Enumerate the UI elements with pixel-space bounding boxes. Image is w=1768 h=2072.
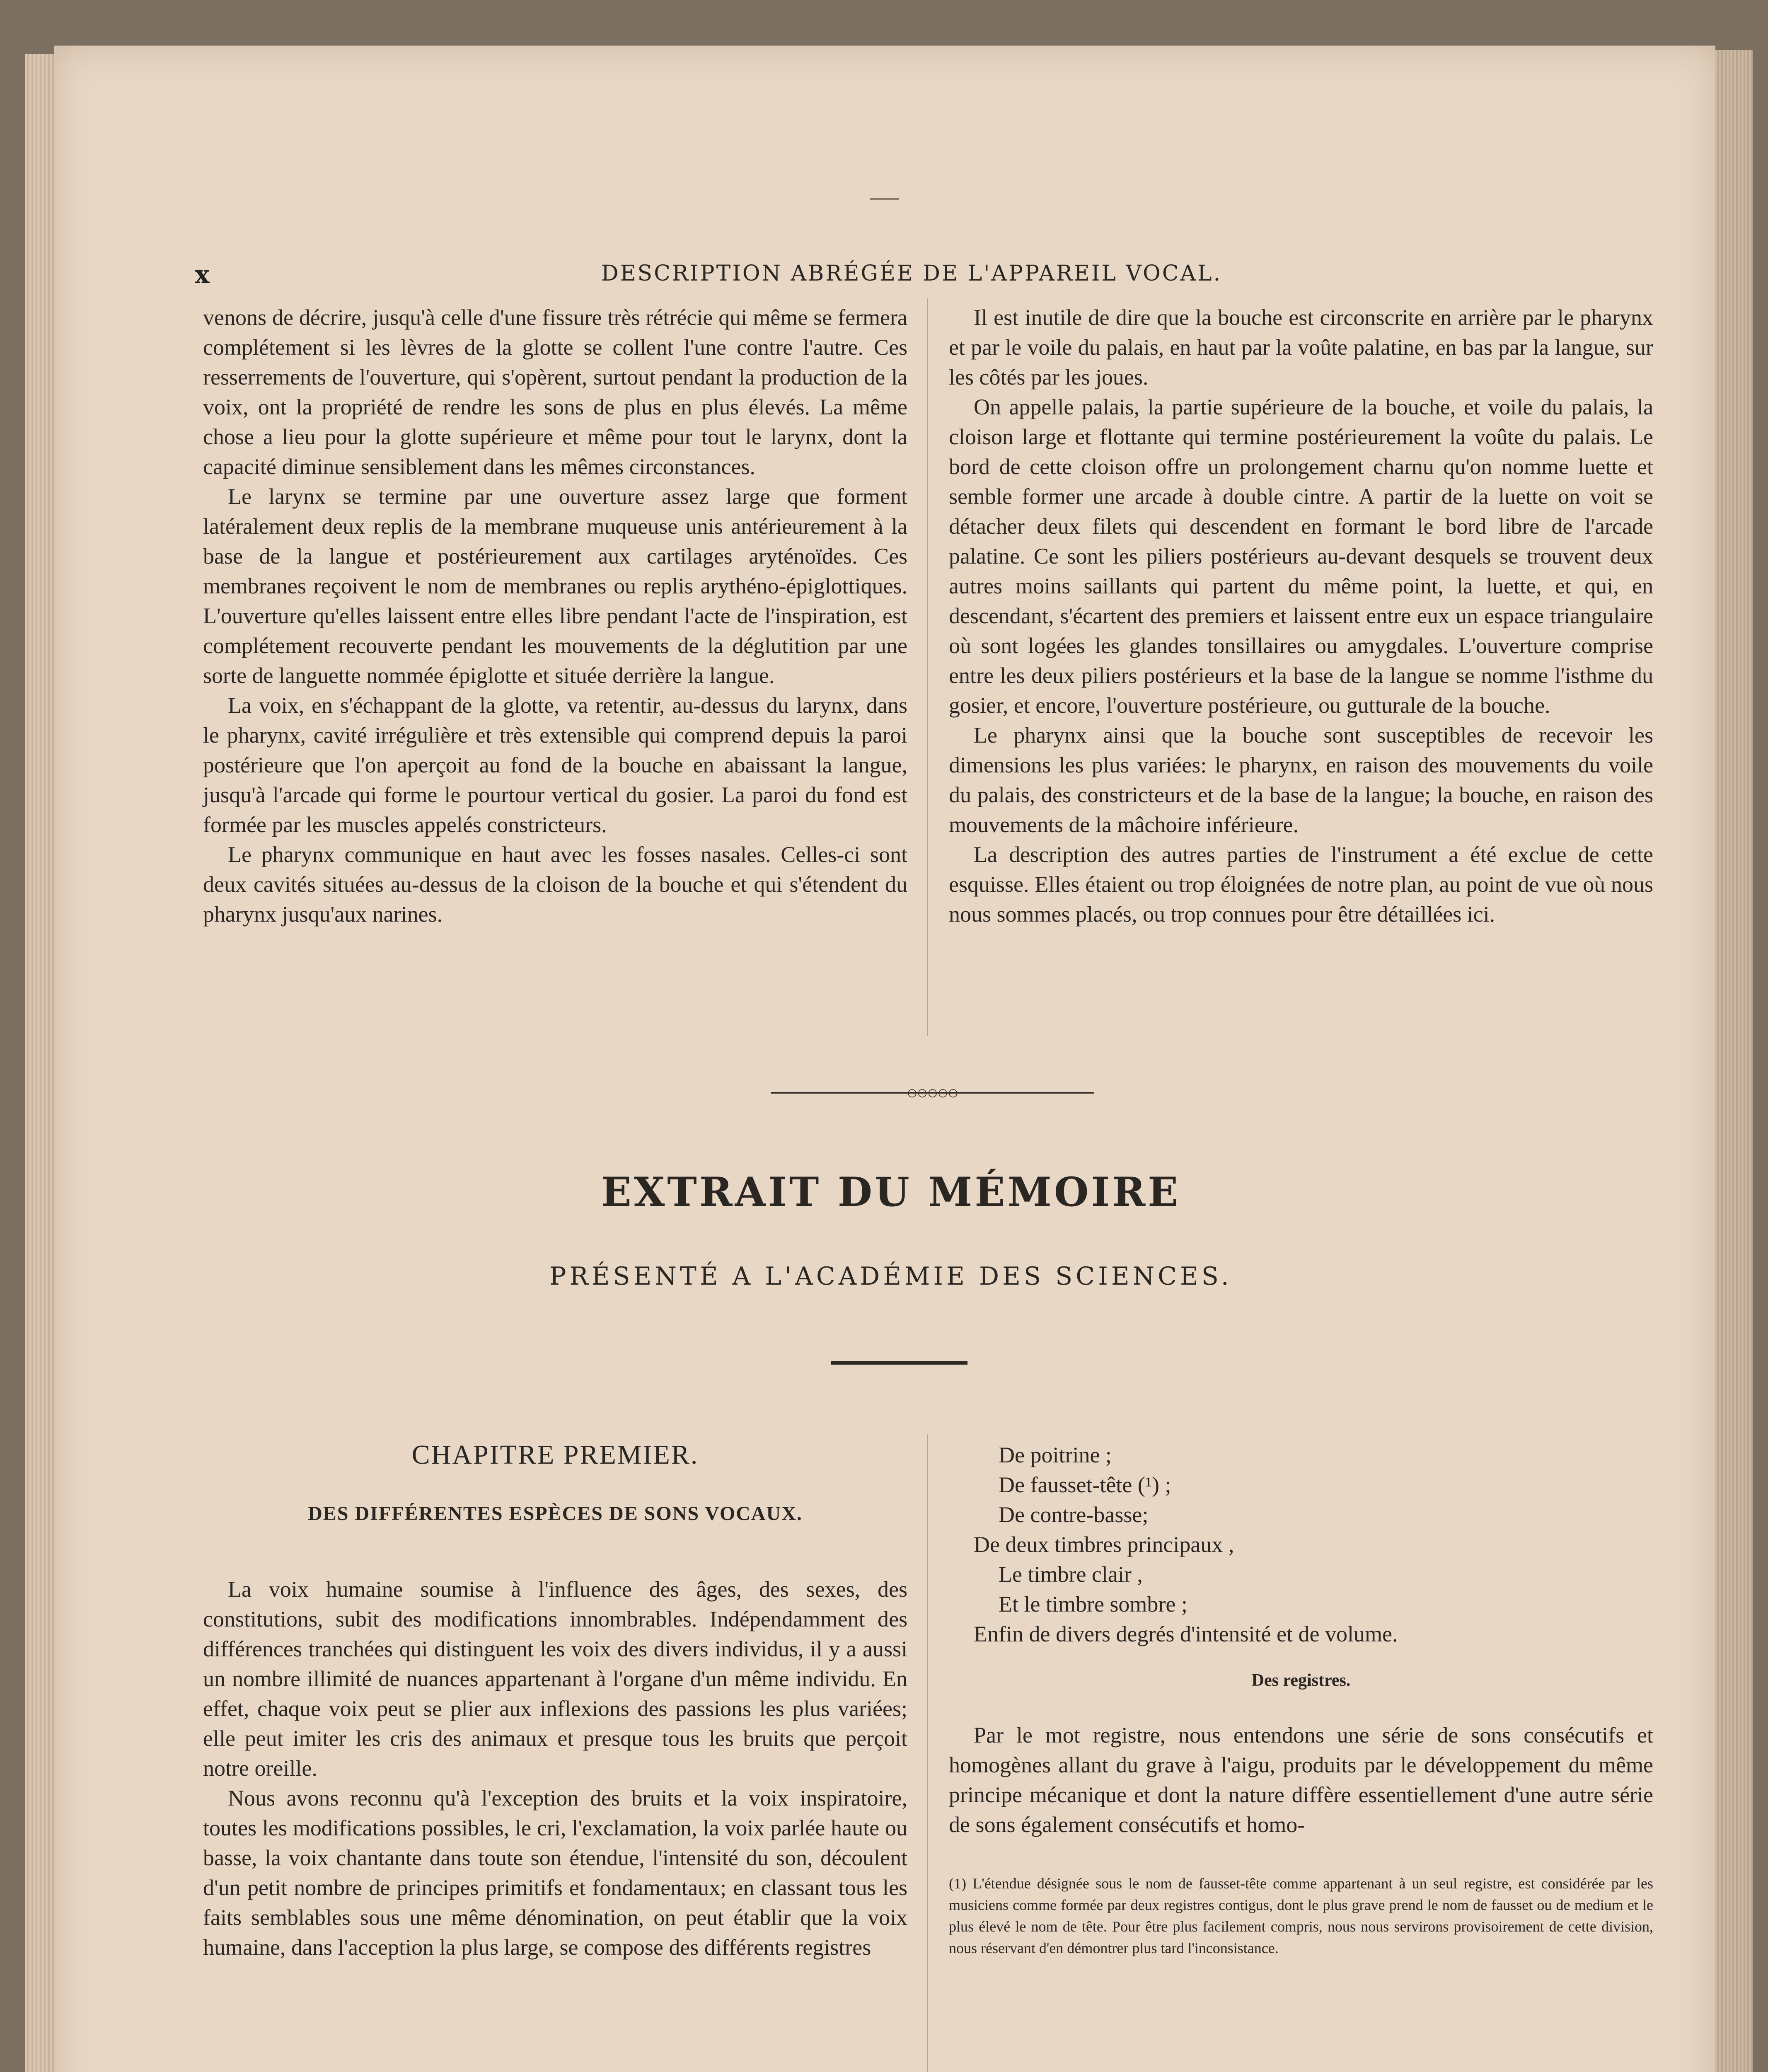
bottom-left-column xyxy=(203,1440,907,1962)
top-left-paragraph-3: La voix, en s'échappant de la glotte, va retentir, au-dessus du larynx, dans le pharynx, cavité irrégulière et très extensible qui comprend depuis la paroi postérieure que l'on aperçoit au fond de la bouche en abaissant la langue, jusqu'à l'arcade qui forme le pourtour vertical du gosier. La paroi du fond est formée par les muscles appelés constricteurs. xyxy=(203,693,907,837)
chapter-subtitle: DES DIFFÉRENTES ESPÈCES DE SONS VOCAUX. xyxy=(308,1503,803,1525)
top-left-paragraph-4: Le pharynx communique en haut avec les fosses nasales. Celles-ci sont deux cavités situées au-dessus de la cloison de la bouche et qui s'étendent du pharynx jusqu'aux narines. xyxy=(203,842,907,927)
page-edge-left xyxy=(25,54,58,2072)
ornament-beads: ○○○○○ xyxy=(907,1087,959,1099)
section-main-title: EXTRAIT DU MÉMOIRE xyxy=(601,1169,1181,1215)
section-subtitle: PRÉSENTÉ A L'ACADÉMIE DES SCIENCES. xyxy=(549,1262,1232,1291)
list-item: De contre-basse; xyxy=(999,1502,1149,1527)
chapter-paragraph-2: Nous avons reconnu qu'à l'exception des bruits et la voix inspiratoire, toutes les modifications possibles, le cri, l'exclamation, la voix parlée haute ou basse, la voix chantante dans toute son étendue, l'intensité du son, découlent d'un petit nombre de principes primitifs et fondamentaux; en classant tous les faits semblables sous une même dénomination, on peut établir que la voix humaine, dans l'acception la plus large, se compose des différents registres xyxy=(203,1786,907,1960)
page-edge-right xyxy=(1715,50,1753,2072)
list-item: De poitrine ; xyxy=(999,1443,1112,1467)
top-right-column xyxy=(949,303,1653,929)
page-folio: x xyxy=(195,260,210,289)
title-rule xyxy=(831,1361,967,1365)
top-right-paragraph-2: On appelle palais, la partie supérieure de la bouche, et voile du palais, la cloison large et flottante qui termine postérieurement la voûte du palais. Le bord de cette cloison offre un prolongement charnu qu'on nomme luette et semble former une arcade à double cintre. A partir de la luette on voit se détacher deux filets qui descendent en formant le bord libre de l'arcade palatine. Ce sont les piliers postérieurs au-devant desquels se trouvent deux autres moins saillants qui partent du même point, la luette, et qui, en descendant, s'écartent des premiers et laissent entre eux un espace triangulaire où sont logées les glandes tonsillaires ou amygdales. L'ouverture comprise entre les deux piliers postérieurs et la base de la langue se nomme l'isthme du gosier, et encore, l'ouverture postérieure, ou gutturale de la bouche. xyxy=(949,395,1653,718)
list-item: De deux timbres principaux , xyxy=(974,1532,1234,1557)
chapter-paragraph-1: La voix humaine soumise à l'influence des âges, des sexes, des constitutions, subit des modifications innombrables. Indépendamment des différences tranchées qui distinguent les voix des divers individus, il y a aussi un nombre illimité de nuances appartenant à l'organe d'un même individu. En effet, chaque voix peut se plier aux inflexions des passions les plus variées; elle peut imiter les cris des animaux et presque tous les bruits que perçoit notre oreille. xyxy=(203,1577,907,1781)
footnote-text: (1) L'étendue désignée sous le nom de fausset-tête comme appartenant à un seul registre, est considérée par les musiciens comme formée par deux registres contigus, dont le plus grave prend le nom de fausset ou de medium et le plus élevé le nom de tête. Pour être plus facilement compris, nous nous servirons provisoirement de cette division, nous réservant d'en démontrer plus tard l'inconsistance. xyxy=(949,1875,1653,1956)
top-right-paragraph-3: Le pharynx ainsi que la bouche sont susceptibles de recevoir les dimensions les plus variées: le pharynx, en raison des mouvements du voile du palais, des constricteurs et de la base de la langue; la bouche, en raison des mouvements de la mâchoire inférieure. xyxy=(949,723,1653,837)
top-left-column xyxy=(203,303,907,929)
running-head: DESCRIPTION ABRÉGÉE DE L'APPAREIL VOCAL. xyxy=(601,261,1222,286)
footnote xyxy=(949,1873,1653,1959)
top-ornament-dash xyxy=(870,198,899,200)
top-left-paragraph-2: Le larynx se termine par une ouverture assez large que forment latéralement deux replis de la membrane muqueuse unis antérieurement à la base de la langue et postérieurement aux cartilages aryténoïdes. Ces membranes reçoivent le nom de membranes ou replis arythéno-épiglottiques. L'ouverture qu'elles laissent entre elles libre pendant l'acte de l'inspiration, est complétement recouverte pendant les mouvements de la déglutition par une sorte de languette nommée épiglotte et située derrière la langue. xyxy=(203,484,907,688)
top-left-paragraph-1: venons de décrire, jusqu'à celle d'une fissure très rétrécie qui même se fermera complétement si les lèvres de la glotte se collent l'une contre l'autre. Ces resserrements de l'ouverture, qui s'opèrent, surtout pendant la production de la voix, ont la propriété de rendre les sons de plus en plus élevés. La même chose a lieu pour la glotte supérieure et même pour tout le larynx, dont la capacité diminue sensiblement dans les mêmes circonstances. xyxy=(203,305,907,479)
list-item: Enfin de divers degrés d'intensité et de volume. xyxy=(974,1622,1398,1646)
registres-paragraph: Par le mot registre, nous entendons une série de sons consécutifs et homogènes allant du grave à l'aigu, produits par le développement du même principe mécanique et dont la nature diffère essentiellement d'une autre série de sons également consécutifs et homo- xyxy=(949,1723,1653,1837)
column-divider-bottom xyxy=(927,1434,928,2072)
list-item: De fausset-tête (¹) ; xyxy=(999,1472,1171,1497)
top-right-paragraph-4: La description des autres parties de l'instrument a été exclue de cette esquisse. Elles étaient ou trop éloignées de notre plan, au point de vue où nous nous sommes placés, ou trop connues pour être détaillées ici. xyxy=(949,842,1653,927)
bottom-right-column xyxy=(949,1440,1653,1959)
chapter-title: CHAPITRE PREMIER. xyxy=(411,1440,699,1470)
list-item: Le timbre clair , xyxy=(999,1562,1143,1587)
list-item: Et le timbre sombre ; xyxy=(999,1592,1188,1617)
section-heading-registres: Des registres. xyxy=(1251,1671,1351,1690)
top-right-paragraph-1: Il est inutile de dire que la bouche est circonscrite en arrière par le pharynx et par le voile du palais, en haut par la voûte palatine, en bas par la langue, sur les côtés par les joues. xyxy=(949,305,1653,390)
column-divider-top xyxy=(927,298,928,1036)
